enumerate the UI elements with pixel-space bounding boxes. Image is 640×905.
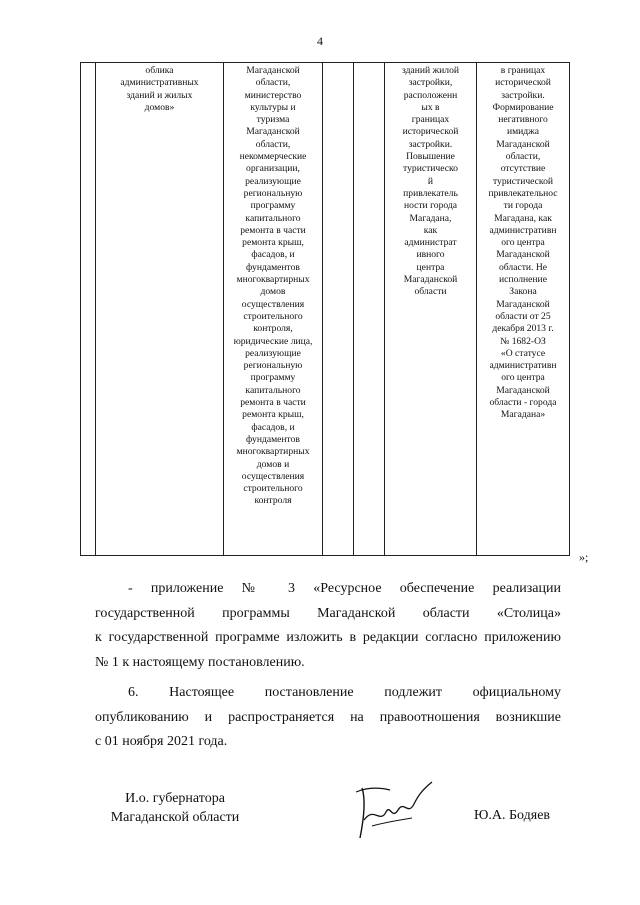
text-line: 6. Настоящее постановление подлежит официальному [128,685,561,700]
table-cell-number [81,63,96,556]
table-cell-expected-result: зданий жилой застройки, расположенн ых в границах исторической застройки. Повышение туристическо й привлекатель ности города Магадана, как администрат ивного центра Магаданской области [385,63,477,556]
text-line: - приложение № 3 «Ресурсное обеспечение реализации [128,581,561,596]
text-line: государственной программы Магаданской области «Столица» [95,605,561,621]
signatory-title-line: И.о. губернатора [125,791,225,806]
closing-quote: »; [579,550,589,564]
table-cell-consequences: в границах исторической застройки. Формирование негативного имиджа Магаданской области, отсутствие туристической привлекательнос ти города Магадана, как административн ого центра Магаданской области. Не исполнение Закона Магаданской области от 25 декабря 2013 г. № 1682-ОЗ «О статусе административн ого центра Магаданской области - города Магадана» [477,63,570,556]
table-cell-start [323,63,354,556]
table-cell-task: облика административных зданий и жилых домов» [96,63,224,556]
signatory-title [100,789,250,827]
table-cell-executors: Магаданской области, министерство культуры и туризма Магаданской области, некоммерческие организации, реализующие региональную программу капитального ремонта в части ремонта крыш, фасадов, и фундаментов многоквартирных домов осуществления строительного контроля, юридические лица, реализующие региональную программу капитального ремонта в части ремонта крыш, фасадов, и фундаментов многоквартирных домов и осуществления строительного контроля [224,63,323,556]
text-line: к государственной программе изложить в редакции согласно приложению [95,630,561,645]
paragraph-publication [95,681,561,755]
text-line: опубликованию и распространяется на правоотношения возникшие [95,709,561,725]
table-row [81,63,570,556]
text-line: № 1 к настоящему постановлению. [95,654,305,670]
signatory-name: Ю.А. Бодяев [474,808,551,823]
table-cell-end [354,63,385,556]
continuation-table [80,62,570,556]
paragraph-appendix [95,577,561,675]
text-line: с 01 ноября 2021 года. [95,734,228,749]
handwritten-signature [352,780,442,845]
signatory-title-line: Магаданской области [110,810,240,825]
page-number: 4 [317,34,323,48]
